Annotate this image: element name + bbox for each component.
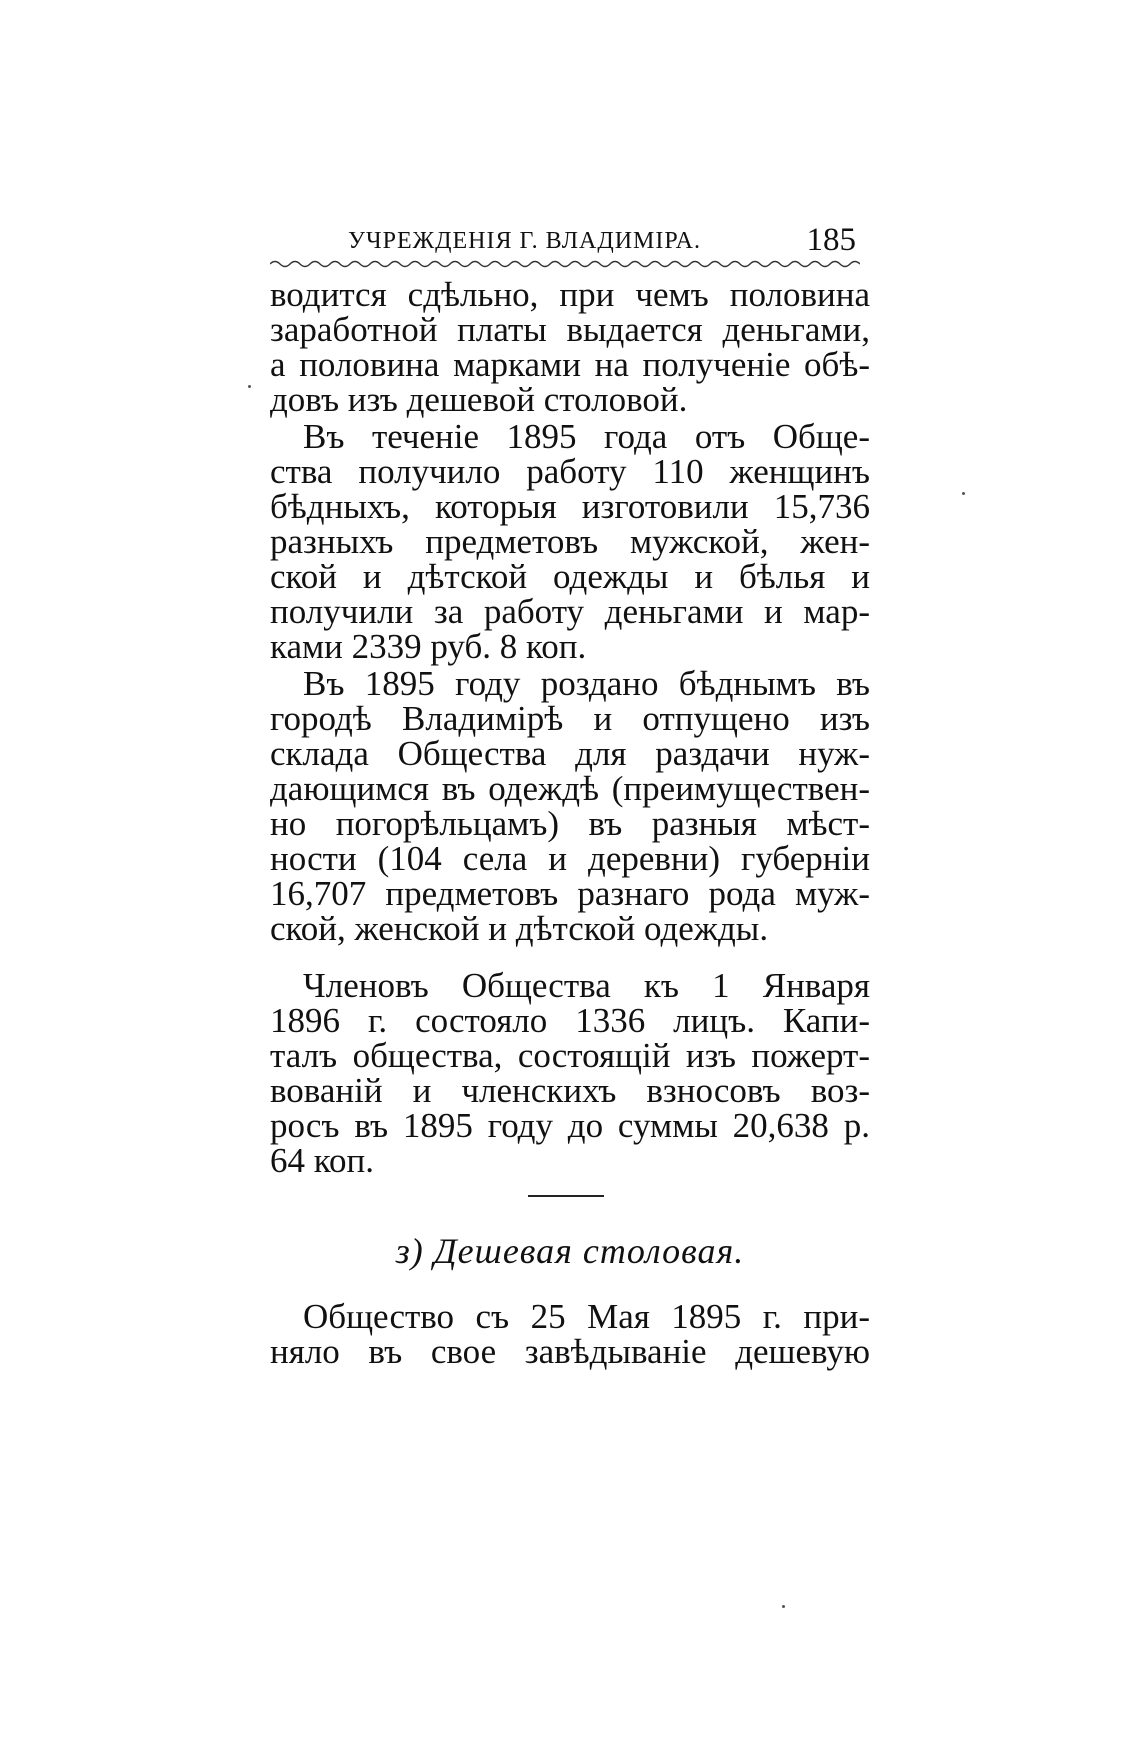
scan-speck — [962, 492, 965, 495]
body-line: 1896 г. состояло 1336 лицъ. Капи- — [270, 1001, 870, 1040]
body-line: няло въ свое завѣдываніе дешевую — [270, 1332, 870, 1371]
body-line: росъ въ 1895 году до суммы 20,638 р. — [270, 1106, 870, 1145]
page-header — [270, 222, 860, 262]
wavy-rule-ornament — [270, 258, 860, 270]
body-line: ками 2339 руб. 8 коп. — [270, 627, 587, 666]
body-line: 64 коп. — [270, 1141, 374, 1180]
body-line: разныхъ предметовъ мужской, жен- — [270, 522, 870, 561]
body-line: талъ общества, состоящій изъ пожерт- — [270, 1036, 870, 1075]
section-heading: з) Дешевая столовая. — [395, 1231, 745, 1271]
body-line: ской, женской и дѣтской одежды. — [270, 909, 769, 948]
body-line: получили за работу деньгами и мар- — [270, 592, 870, 631]
body-line: Общество съ 25 Мая 1895 г. при- — [303, 1297, 870, 1336]
body-line: довъ изъ дешевой столовой. — [270, 380, 688, 419]
body-line: но погорѣльцамъ) въ разныя мѣст- — [270, 804, 870, 843]
body-line: а половина марками на полученіе обѣ- — [270, 345, 870, 384]
body-line: Членовъ Общества къ 1 Января — [303, 966, 870, 1005]
body-line: заработной платы выдается деньгами, — [270, 310, 870, 349]
body-line: городѣ Владимірѣ и отпущено изъ — [270, 699, 870, 738]
body-line: ства получило работу 110 женщинъ — [270, 452, 870, 491]
body-line: Въ теченіе 1895 года отъ Обще- — [303, 417, 870, 456]
page-number: 185 — [806, 222, 856, 258]
section-divider — [528, 1195, 604, 1197]
body-line: 16,707 предметовъ разнаго рода муж- — [270, 874, 870, 913]
body-line: бѣдныхъ, которыя изготовили 15,736 — [270, 487, 870, 526]
body-line: Въ 1895 году роздано бѣднымъ въ — [303, 664, 870, 703]
body-line: ности (104 села и деревни) губерніи — [270, 839, 870, 878]
body-line: дающимся въ одеждѣ (преимуществен- — [270, 769, 870, 808]
body-line: ской и дѣтской одежды и бѣлья и — [270, 557, 870, 596]
body-line: склада Общества для раздачи нуж- — [270, 734, 870, 773]
scan-speck — [782, 1605, 785, 1608]
body-line: водится сдѣльно, при чемъ половина — [270, 275, 870, 314]
scan-speck — [248, 385, 251, 388]
running-head: УЧРЕЖДЕНІЯ Г. ВЛАДИМІРА. — [348, 228, 701, 254]
body-line: вованій и членскихъ взносовъ воз- — [270, 1071, 870, 1110]
